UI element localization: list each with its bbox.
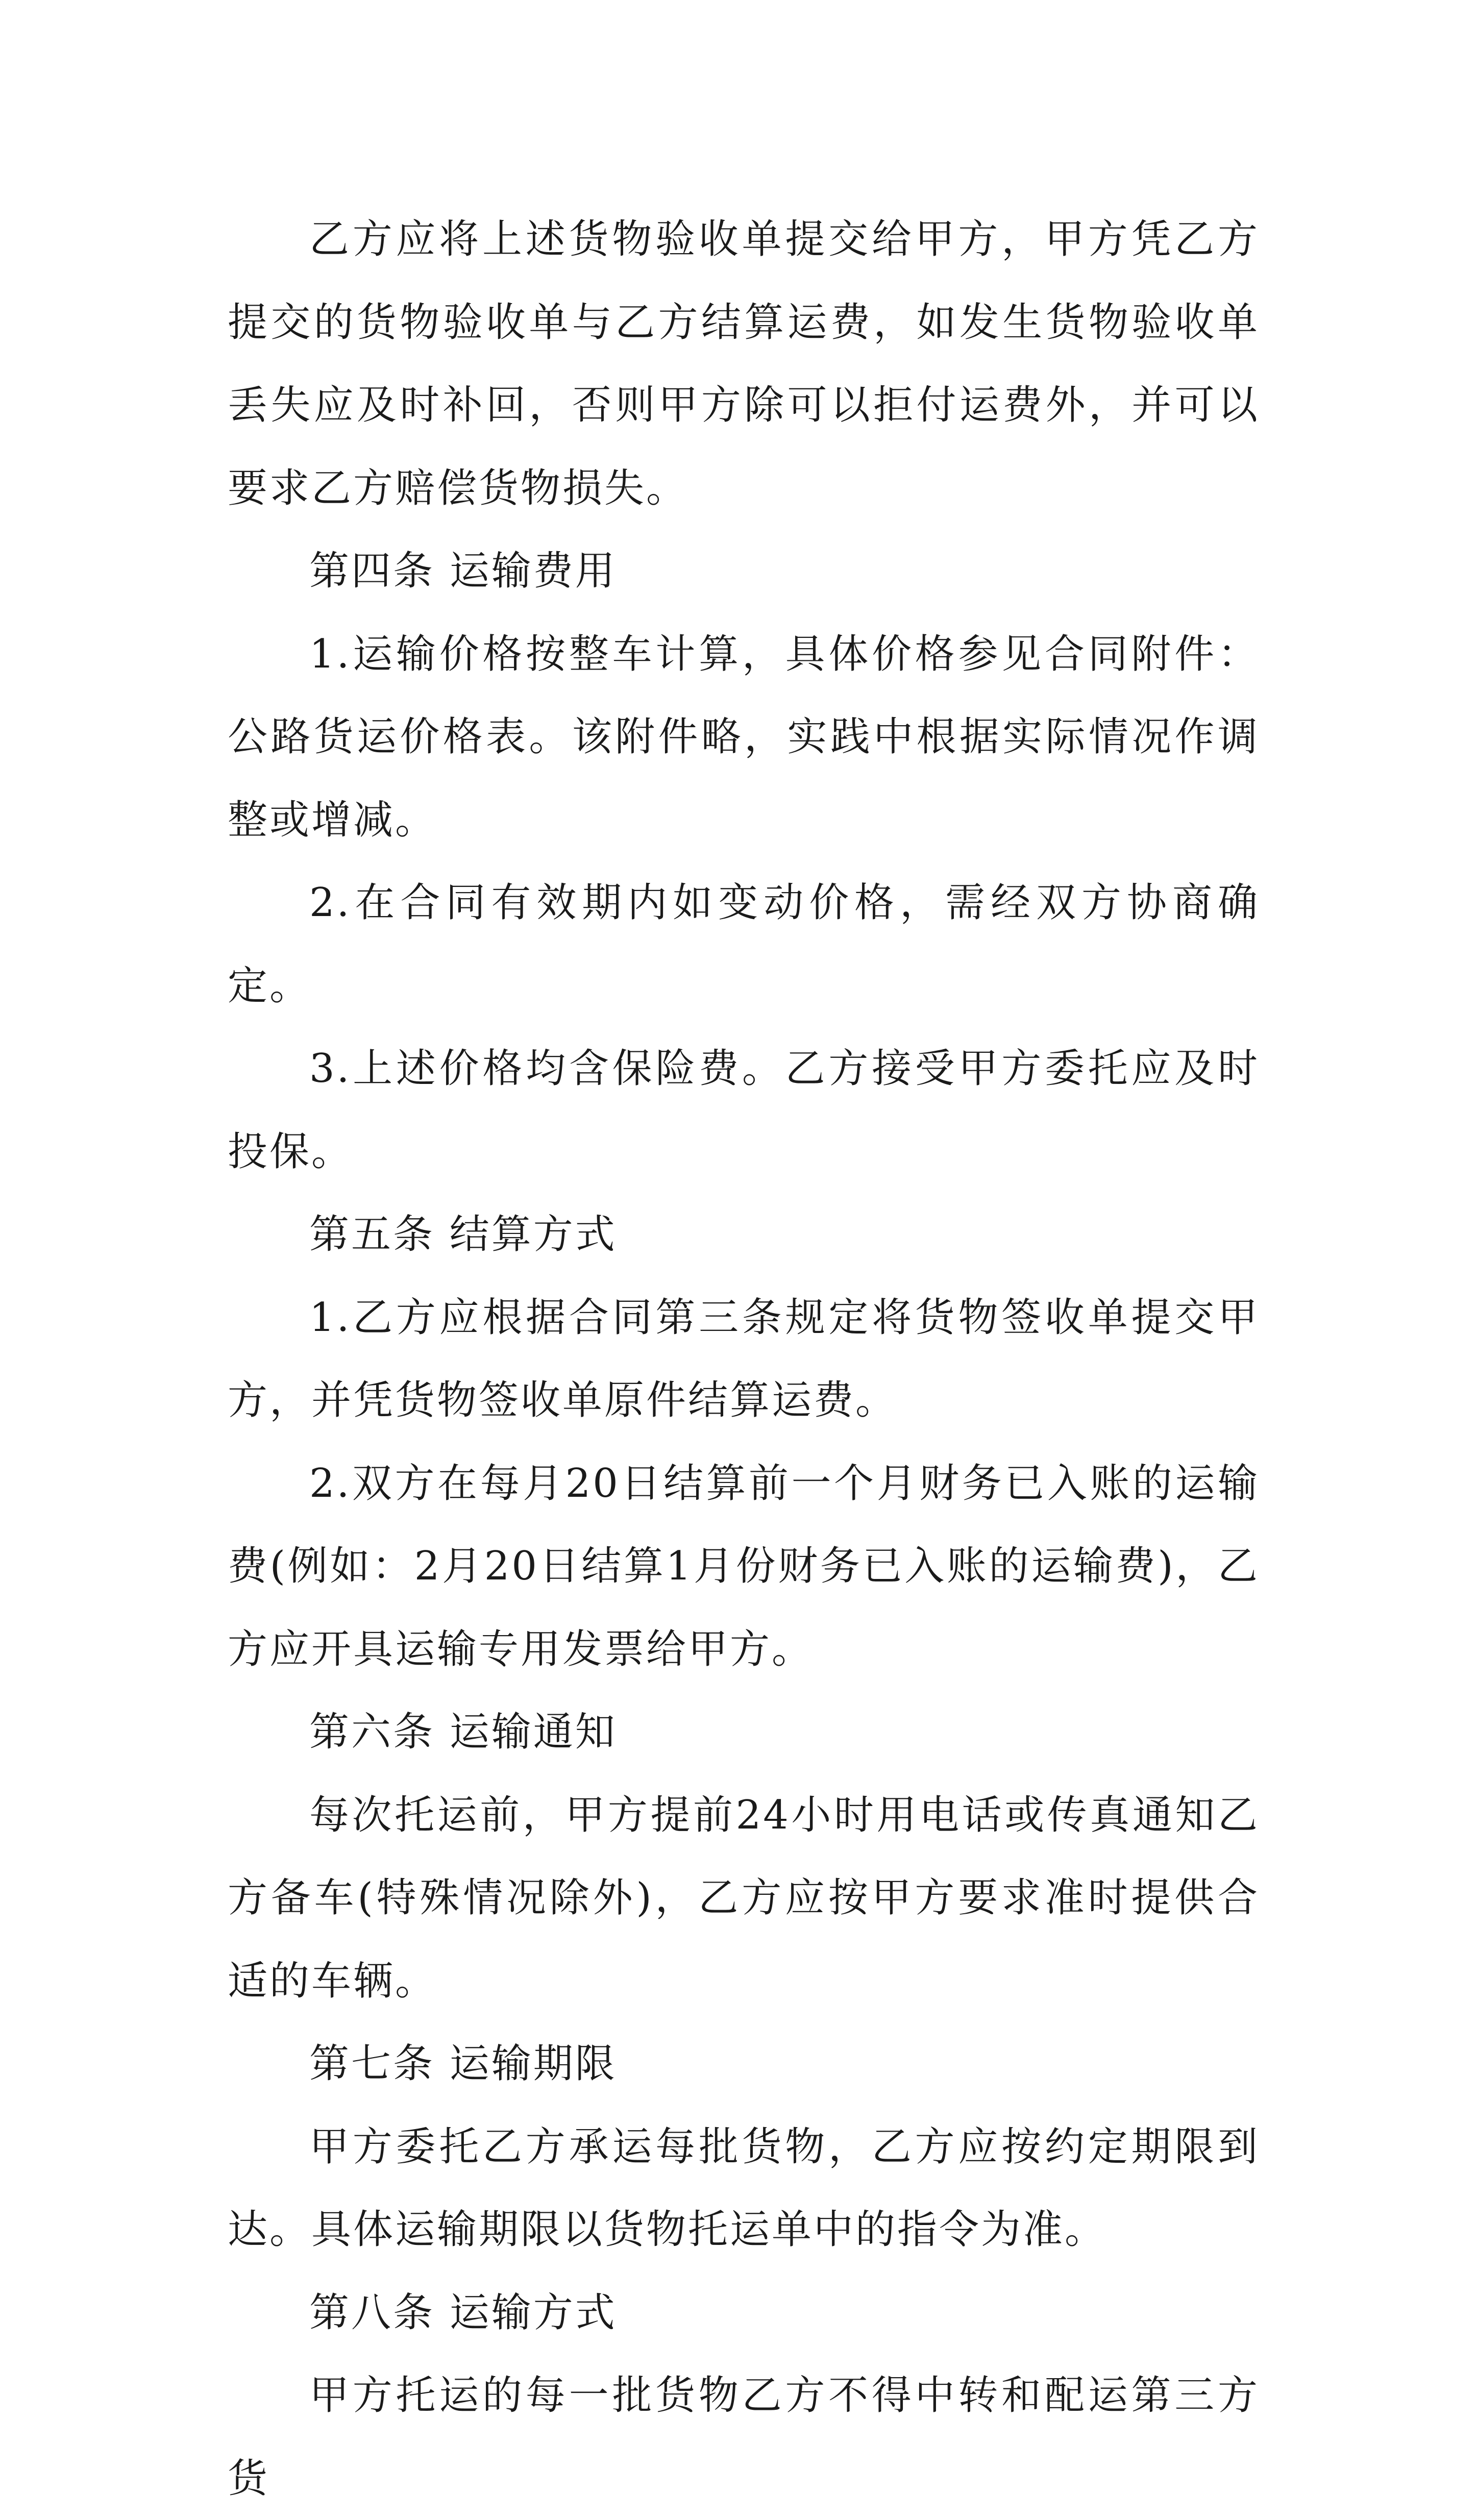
article-8-body: 甲方托运的每一批货物乙方不得中转和配运第三方货 xyxy=(228,2373,1260,2502)
article-8-heading: 第八条 运输方式 xyxy=(309,2289,617,2336)
article-7-heading: 第七条 运输期限 xyxy=(309,2041,617,2087)
article-4-heading: 第四条 运输费用 xyxy=(309,548,617,594)
article-5-heading: 第五条 结算方式 xyxy=(309,1212,617,1257)
article-7-body: 甲方委托乙方承运每批货物，乙方应按约定期限到达。具体运输期限以货物托运单中的指令为准。 xyxy=(228,2123,1260,2253)
paragraph-acceptance-receipt: 乙方应将上述货物验收单提交给甲方，甲方凭乙方提交的货物验收单与乙方结算运费，如发生货物验收单丢失应及时补回，否则甲方除可以拒付运费外，并可以要求乙方赔偿货物损失。 xyxy=(228,216,1260,511)
article-4-item-1: 1.运输价格按整车计算，具体价格参见合同附件：公路货运价格表。该附件略，实践中根据实际情况作调整或增减。 xyxy=(228,631,1260,843)
article-5-item-2: 2.双方在每月20日结算前一个月财务已入账的运输费(例如：2月20日结算1月份财务已入账的运输费)，乙方应开具运输专用发票给甲方。 xyxy=(228,1460,1260,1672)
article-4-item-3: 3.上述价格均含保险费。乙方接受甲方委托应及时投保。 xyxy=(228,1046,1260,1175)
article-4-item-2: 2.在合同有效期内如变动价格，需经双方协商确定。 xyxy=(228,880,1260,1009)
article-6-body: 每次托运前，甲方提前24小时用电话或传真通知乙方备车(特殊情况除外)，乙方应按甲方要求准时提供合适的车辆。 xyxy=(228,1792,1260,2004)
document-body xyxy=(228,198,1260,2520)
article-6-heading: 第六条 运输通知 xyxy=(309,1709,617,1755)
article-5-item-1: 1.乙方应根据合同第三条规定将货物签收单提交甲方，并凭货物签收单原件结算运费。 xyxy=(228,1294,1260,1423)
